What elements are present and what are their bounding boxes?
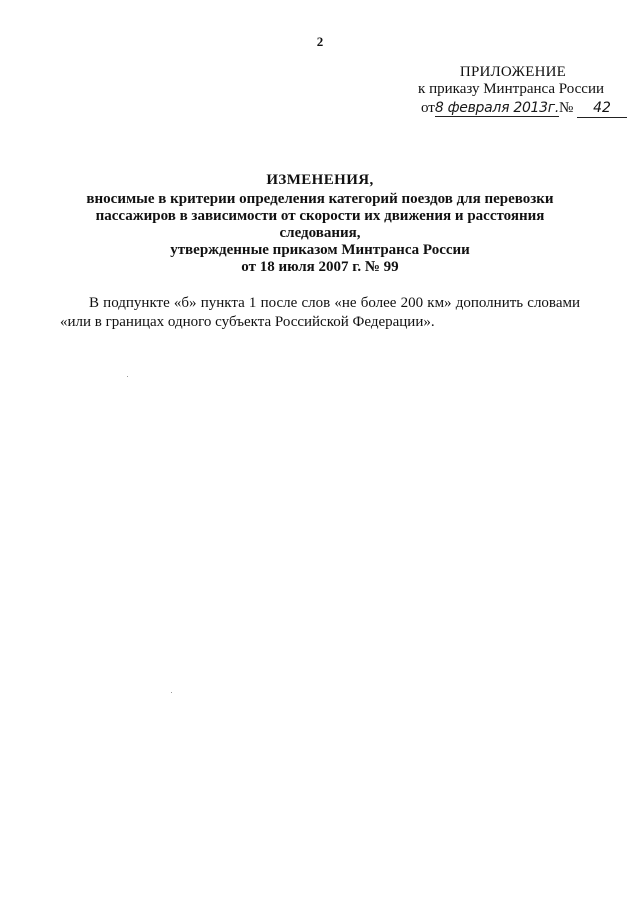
order-date-number-line: [421, 99, 611, 118]
document-body: [60, 294, 580, 332]
page-number: 2: [316, 34, 324, 49]
handwritten-order-date: 8 февраля 2013г.: [434, 100, 559, 116]
appendix-block: [418, 64, 604, 98]
appendix-reference: к приказу Минтранса России: [418, 81, 604, 97]
handwritten-order-number: 42: [577, 99, 627, 118]
scan-speck: [171, 692, 172, 693]
document-heading: [60, 172, 580, 276]
heading-line: утвержденные приказом Минтранса России: [170, 242, 470, 258]
heading-title: ИЗМЕНЕНИЯ,: [266, 172, 374, 188]
heading-line: вносимые в критерии определения категорий поездов для перевозки: [86, 191, 554, 207]
heading-line: пассажиров в зависимости от скорости их движения и расстояния следования,: [95, 208, 545, 241]
body-paragraph: В подпункте «б» пункта 1 после слов «не более 200 км» дополнить словами «или в границах одного субъекта Российской Федерации».: [60, 295, 580, 330]
order-from-prefix: от: [421, 100, 435, 116]
order-number-prefix: №: [558, 100, 574, 116]
heading-line: от 18 июля 2007 г. № 99: [241, 259, 399, 275]
appendix-title: ПРИЛОЖЕНИЕ: [459, 64, 566, 80]
scan-speck: [127, 376, 128, 377]
